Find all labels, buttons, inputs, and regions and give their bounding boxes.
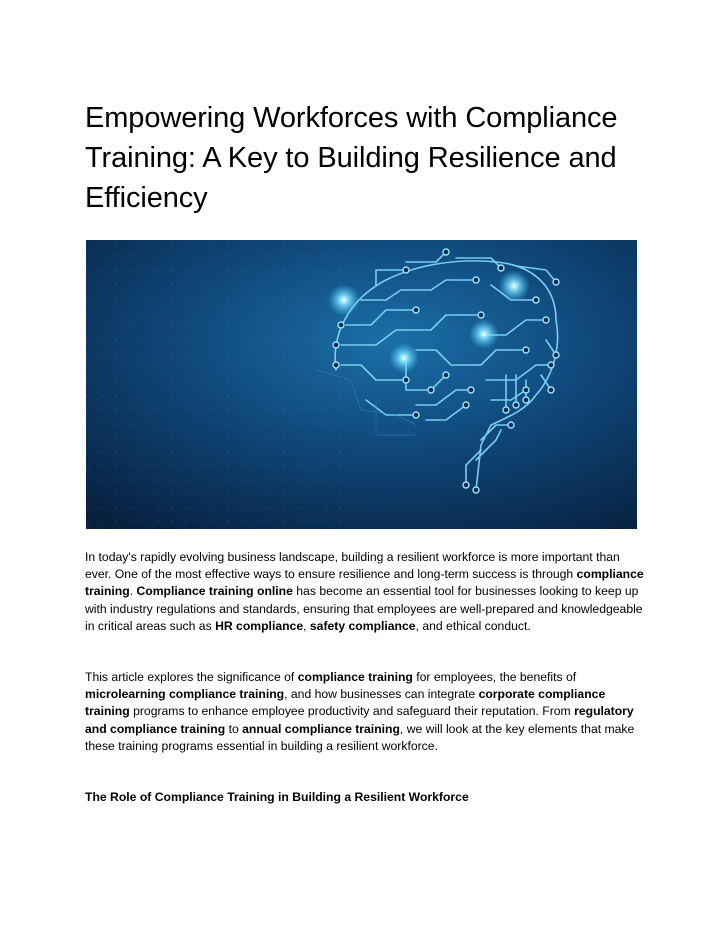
text-run: , and ethical conduct. (415, 618, 531, 633)
overview-paragraph (85, 669, 645, 755)
bold-term: compliance training (85, 567, 644, 599)
section-heading: The Role of Compliance Training in Building a Resilient Workforce (85, 790, 469, 804)
text-run: . (129, 584, 137, 599)
intro-paragraph (85, 549, 645, 635)
text-run: , we will look at the key elements that make these training programs essential in building a resilient workforce. (85, 721, 635, 753)
hero-image-circuit-brain (86, 240, 637, 529)
bold-term: safety compliance (309, 618, 416, 633)
circuit-brain-illustration (86, 240, 637, 529)
text-run: In today's rapidly evolving business landscape, building a resilient workforce is more important than ever. One of the most effective ways to ensure resilience and long-term success is through (85, 550, 620, 582)
bold-term: microlearning compliance training (85, 687, 285, 702)
bold-term: corporate compliance training (85, 687, 606, 719)
bold-term: compliance training (297, 670, 413, 684)
text-run: has become an essential tool for businesses looking to keep up with industry regulations and standards, ensuring that employees are well-prepared and knowledgeable in critical areas such as (85, 584, 643, 633)
bold-term: annual compliance training (242, 721, 400, 736)
article-title: Empowering Workforces with Compliance Training: A Key to Building Resilience and Efficiency (85, 102, 618, 214)
text-run: to (225, 721, 243, 736)
text-run: for employees, the benefits of (412, 670, 577, 684)
text-run: This article explores the significance of (85, 670, 298, 684)
text-run: programs to enhance employee productivity and safeguard their reputation. From (129, 704, 575, 719)
bold-term: regulatory and compliance training (85, 704, 634, 736)
text-run: , and how businesses can integrate (284, 687, 479, 702)
bold-term: Compliance training online (136, 584, 293, 599)
text-run: , (303, 618, 310, 633)
bold-term: HR compliance (215, 618, 304, 633)
